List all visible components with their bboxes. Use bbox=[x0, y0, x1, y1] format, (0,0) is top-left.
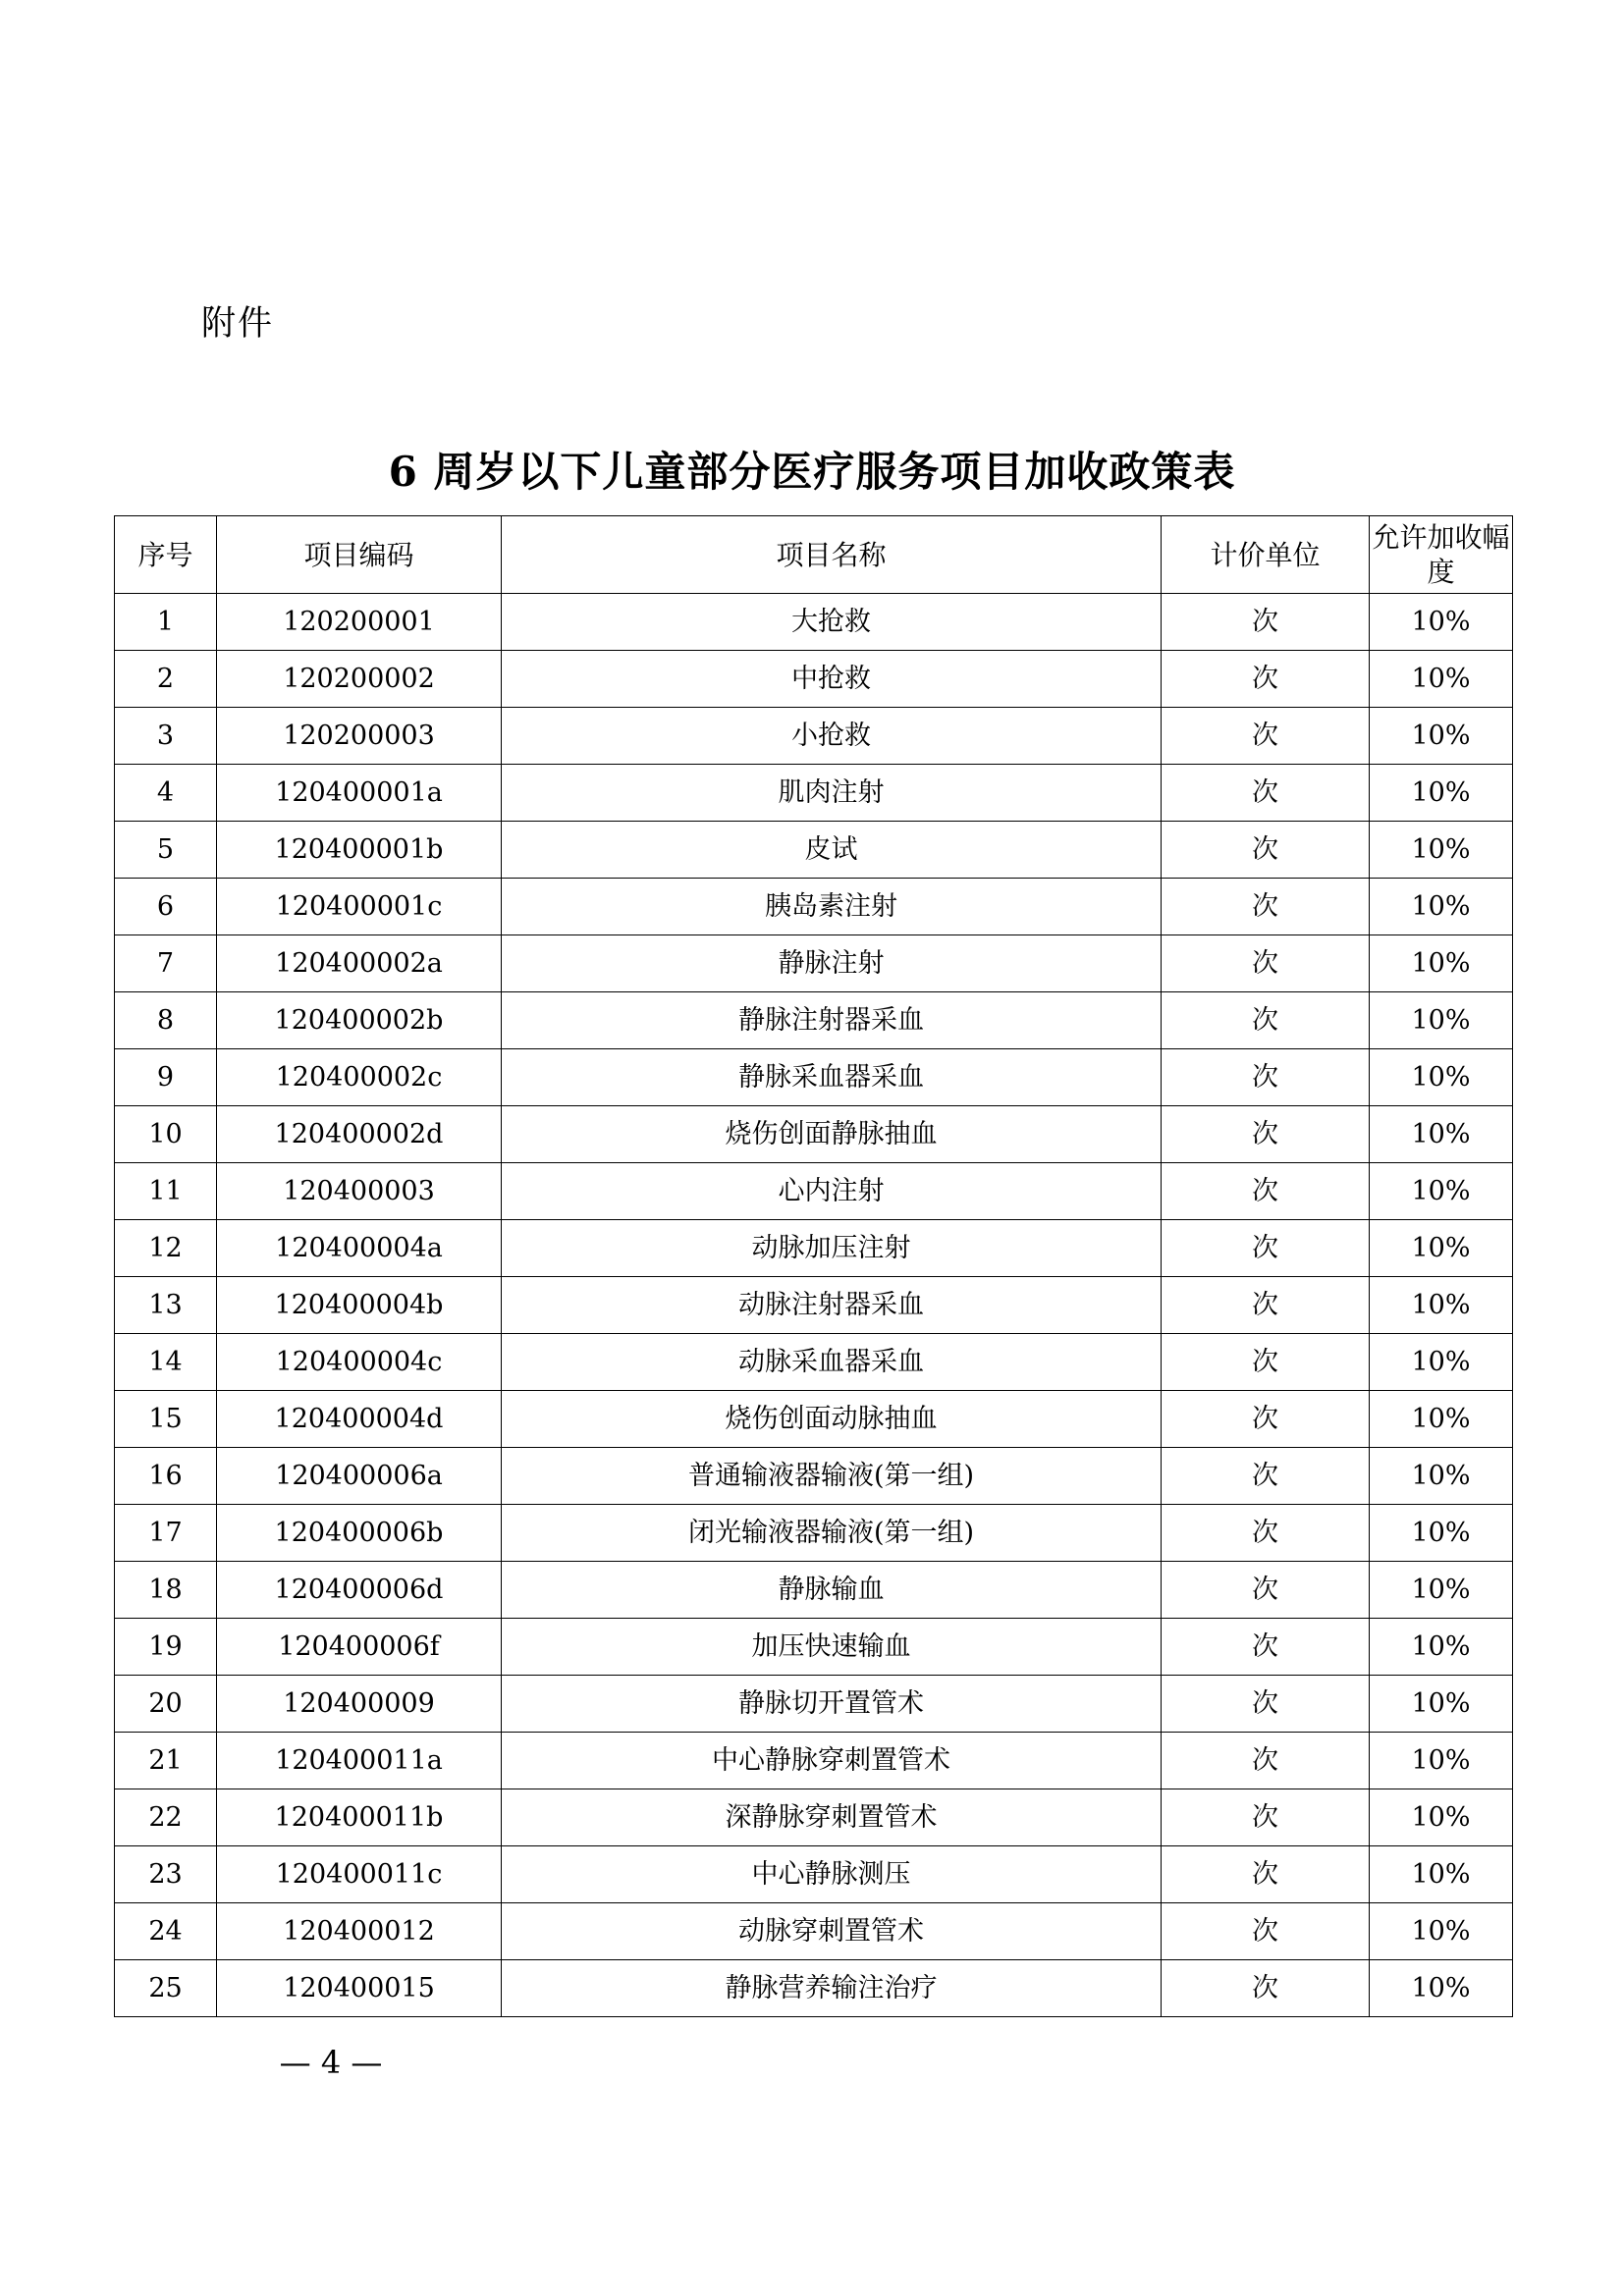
column-header-name: 项目名称 bbox=[502, 516, 1162, 594]
row-seq: 2 bbox=[115, 651, 217, 708]
row-seq: 7 bbox=[115, 935, 217, 992]
row-unit: 次 bbox=[1162, 1846, 1370, 1903]
row-name: 中心静脉测压 bbox=[502, 1846, 1162, 1903]
row-name: 中抢救 bbox=[502, 651, 1162, 708]
row-seq: 3 bbox=[115, 708, 217, 765]
row-rate: 10% bbox=[1370, 1960, 1513, 2017]
table-row bbox=[115, 1334, 1513, 1391]
row-seq: 9 bbox=[115, 1049, 217, 1106]
row-unit: 次 bbox=[1162, 765, 1370, 822]
table-row bbox=[115, 1049, 1513, 1106]
row-seq: 18 bbox=[115, 1562, 217, 1619]
row-code: 120200003 bbox=[217, 708, 502, 765]
row-unit: 次 bbox=[1162, 1676, 1370, 1733]
row-code: 120400012 bbox=[217, 1903, 502, 1960]
row-seq: 16 bbox=[115, 1448, 217, 1505]
row-name: 加压快速输血 bbox=[502, 1619, 1162, 1676]
row-unit: 次 bbox=[1162, 1163, 1370, 1220]
table-row bbox=[115, 1903, 1513, 1960]
row-unit: 次 bbox=[1162, 1106, 1370, 1163]
row-seq: 20 bbox=[115, 1676, 217, 1733]
row-code: 120400002c bbox=[217, 1049, 502, 1106]
table-row bbox=[115, 1619, 1513, 1676]
row-rate: 10% bbox=[1370, 879, 1513, 935]
row-name: 烧伤创面静脉抽血 bbox=[502, 1106, 1162, 1163]
table-header-row bbox=[115, 516, 1513, 594]
row-unit: 次 bbox=[1162, 1448, 1370, 1505]
row-code: 120400011a bbox=[217, 1733, 502, 1789]
row-code: 120400001a bbox=[217, 765, 502, 822]
row-code: 120400004c bbox=[217, 1334, 502, 1391]
row-name: 静脉注射 bbox=[502, 935, 1162, 992]
page-title: 6 周岁以下儿童部分医疗服务项目加收政策表 bbox=[388, 448, 1236, 496]
row-seq: 4 bbox=[115, 765, 217, 822]
row-name: 大抢救 bbox=[502, 594, 1162, 651]
row-rate: 10% bbox=[1370, 1334, 1513, 1391]
row-name: 动脉注射器采血 bbox=[502, 1277, 1162, 1334]
row-name: 烧伤创面动脉抽血 bbox=[502, 1391, 1162, 1448]
row-code: 120400001b bbox=[217, 822, 502, 879]
row-code: 120400004a bbox=[217, 1220, 502, 1277]
row-seq: 23 bbox=[115, 1846, 217, 1903]
row-unit: 次 bbox=[1162, 1562, 1370, 1619]
row-unit: 次 bbox=[1162, 992, 1370, 1049]
row-rate: 10% bbox=[1370, 594, 1513, 651]
row-seq: 5 bbox=[115, 822, 217, 879]
row-code: 120400002b bbox=[217, 992, 502, 1049]
row-name: 动脉加压注射 bbox=[502, 1220, 1162, 1277]
row-rate: 10% bbox=[1370, 1789, 1513, 1846]
row-code: 120200001 bbox=[217, 594, 502, 651]
row-name: 静脉输血 bbox=[502, 1562, 1162, 1619]
row-seq: 22 bbox=[115, 1789, 217, 1846]
row-name: 深静脉穿刺置管术 bbox=[502, 1789, 1162, 1846]
row-rate: 10% bbox=[1370, 1619, 1513, 1676]
row-seq: 17 bbox=[115, 1505, 217, 1562]
row-unit: 次 bbox=[1162, 1733, 1370, 1789]
row-unit: 次 bbox=[1162, 594, 1370, 651]
row-seq: 10 bbox=[115, 1106, 217, 1163]
table-row bbox=[115, 1163, 1513, 1220]
table-row bbox=[115, 1733, 1513, 1789]
row-rate: 10% bbox=[1370, 1448, 1513, 1505]
row-unit: 次 bbox=[1162, 1220, 1370, 1277]
column-header-rate: 允许加收幅度 bbox=[1370, 516, 1513, 594]
row-name: 肌肉注射 bbox=[502, 765, 1162, 822]
row-code: 120400006a bbox=[217, 1448, 502, 1505]
table-row bbox=[115, 1960, 1513, 2017]
row-name: 中心静脉穿刺置管术 bbox=[502, 1733, 1162, 1789]
table-row bbox=[115, 1562, 1513, 1619]
row-name: 小抢救 bbox=[502, 708, 1162, 765]
row-code: 120400015 bbox=[217, 1960, 502, 2017]
row-unit: 次 bbox=[1162, 1277, 1370, 1334]
row-rate: 10% bbox=[1370, 1903, 1513, 1960]
row-unit: 次 bbox=[1162, 1789, 1370, 1846]
row-rate: 10% bbox=[1370, 708, 1513, 765]
row-name: 胰岛素注射 bbox=[502, 879, 1162, 935]
row-unit: 次 bbox=[1162, 1619, 1370, 1676]
row-code: 120400006d bbox=[217, 1562, 502, 1619]
row-rate: 10% bbox=[1370, 935, 1513, 992]
row-code: 120400002a bbox=[217, 935, 502, 992]
row-name: 静脉采血器采血 bbox=[502, 1049, 1162, 1106]
row-name: 静脉注射器采血 bbox=[502, 992, 1162, 1049]
table-row bbox=[115, 708, 1513, 765]
row-code: 120400001c bbox=[217, 879, 502, 935]
table-row bbox=[115, 1220, 1513, 1277]
row-name: 心内注射 bbox=[502, 1163, 1162, 1220]
table-row bbox=[115, 992, 1513, 1049]
policy-table bbox=[114, 515, 1513, 2017]
table-row bbox=[115, 1391, 1513, 1448]
row-code: 120400011c bbox=[217, 1846, 502, 1903]
row-unit: 次 bbox=[1162, 1903, 1370, 1960]
attachment-label: 附件 bbox=[201, 304, 275, 343]
row-seq: 11 bbox=[115, 1163, 217, 1220]
row-code: 120400002d bbox=[217, 1106, 502, 1163]
row-code: 120400006f bbox=[217, 1619, 502, 1676]
row-rate: 10% bbox=[1370, 992, 1513, 1049]
row-name: 静脉切开置管术 bbox=[502, 1676, 1162, 1733]
table-row bbox=[115, 1846, 1513, 1903]
row-unit: 次 bbox=[1162, 651, 1370, 708]
table-row bbox=[115, 1448, 1513, 1505]
row-rate: 10% bbox=[1370, 1391, 1513, 1448]
row-seq: 6 bbox=[115, 879, 217, 935]
row-code: 120400006b bbox=[217, 1505, 502, 1562]
table-row bbox=[115, 822, 1513, 879]
row-rate: 10% bbox=[1370, 1220, 1513, 1277]
row-rate: 10% bbox=[1370, 1049, 1513, 1106]
row-unit: 次 bbox=[1162, 935, 1370, 992]
row-rate: 10% bbox=[1370, 822, 1513, 879]
row-rate: 10% bbox=[1370, 1846, 1513, 1903]
table-row bbox=[115, 1106, 1513, 1163]
row-unit: 次 bbox=[1162, 1505, 1370, 1562]
table-row bbox=[115, 879, 1513, 935]
row-seq: 14 bbox=[115, 1334, 217, 1391]
row-code: 120200002 bbox=[217, 651, 502, 708]
table-row bbox=[115, 594, 1513, 651]
row-seq: 19 bbox=[115, 1619, 217, 1676]
row-seq: 1 bbox=[115, 594, 217, 651]
row-rate: 10% bbox=[1370, 1106, 1513, 1163]
row-unit: 次 bbox=[1162, 879, 1370, 935]
row-rate: 10% bbox=[1370, 1505, 1513, 1562]
row-seq: 8 bbox=[115, 992, 217, 1049]
row-rate: 10% bbox=[1370, 1733, 1513, 1789]
row-code: 120400004b bbox=[217, 1277, 502, 1334]
table-row bbox=[115, 1789, 1513, 1846]
row-name: 普通输液器输液(第一组) bbox=[502, 1448, 1162, 1505]
row-unit: 次 bbox=[1162, 1334, 1370, 1391]
page-number: — 4 — bbox=[279, 2044, 383, 2081]
row-unit: 次 bbox=[1162, 1391, 1370, 1448]
row-rate: 10% bbox=[1370, 651, 1513, 708]
row-code: 120400003 bbox=[217, 1163, 502, 1220]
row-rate: 10% bbox=[1370, 1277, 1513, 1334]
row-unit: 次 bbox=[1162, 822, 1370, 879]
row-name: 动脉采血器采血 bbox=[502, 1334, 1162, 1391]
table-row bbox=[115, 651, 1513, 708]
table-row bbox=[115, 935, 1513, 992]
row-code: 120400011b bbox=[217, 1789, 502, 1846]
row-name: 闭光输液器输液(第一组) bbox=[502, 1505, 1162, 1562]
column-header-unit: 计价单位 bbox=[1162, 516, 1370, 594]
row-seq: 21 bbox=[115, 1733, 217, 1789]
table-row bbox=[115, 765, 1513, 822]
table-row bbox=[115, 1676, 1513, 1733]
row-name: 皮试 bbox=[502, 822, 1162, 879]
row-code: 120400004d bbox=[217, 1391, 502, 1448]
row-rate: 10% bbox=[1370, 1562, 1513, 1619]
row-unit: 次 bbox=[1162, 708, 1370, 765]
row-seq: 25 bbox=[115, 1960, 217, 2017]
row-rate: 10% bbox=[1370, 1676, 1513, 1733]
row-seq: 12 bbox=[115, 1220, 217, 1277]
row-name: 静脉营养输注治疗 bbox=[502, 1960, 1162, 2017]
table-row bbox=[115, 1277, 1513, 1334]
table-row bbox=[115, 1505, 1513, 1562]
row-seq: 15 bbox=[115, 1391, 217, 1448]
row-seq: 24 bbox=[115, 1903, 217, 1960]
row-unit: 次 bbox=[1162, 1049, 1370, 1106]
column-header-code: 项目编码 bbox=[217, 516, 502, 594]
row-rate: 10% bbox=[1370, 1163, 1513, 1220]
row-rate: 10% bbox=[1370, 765, 1513, 822]
row-unit: 次 bbox=[1162, 1960, 1370, 2017]
column-header-seq: 序号 bbox=[115, 516, 217, 594]
row-name: 动脉穿刺置管术 bbox=[502, 1903, 1162, 1960]
row-seq: 13 bbox=[115, 1277, 217, 1334]
row-code: 120400009 bbox=[217, 1676, 502, 1733]
